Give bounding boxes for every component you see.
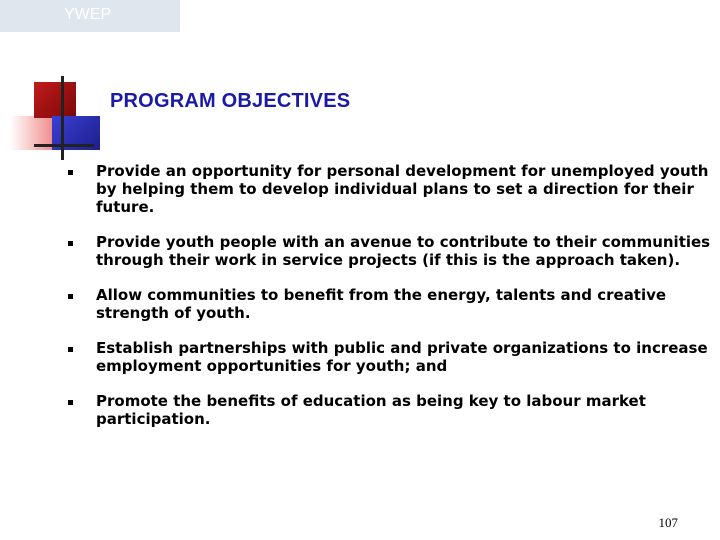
objective-text: Establish partnerships with public and private organizations to increase employment opportunities for youth; and <box>96 339 708 375</box>
objective-text: Provide youth people with an avenue to contribute to their communities through their work in service projects (if this is the approach taken). <box>96 233 711 269</box>
list-item <box>64 339 714 375</box>
page-number: 107 <box>658 515 678 530</box>
decor-square-red <box>34 82 76 118</box>
list-item <box>64 162 714 216</box>
objective-text: Promote the benefits of education as being key to labour market participation. <box>96 392 646 428</box>
decor-line-vertical <box>61 76 64 160</box>
bullet-icon <box>68 294 73 299</box>
slide-title: PROGRAM OBJECTIVES <box>110 90 351 112</box>
list-item <box>64 233 714 269</box>
bullet-icon <box>68 170 73 175</box>
decor-line-horizontal <box>34 144 94 147</box>
objective-text: Provide an opportunity for personal development for unemployed youth by helping them to develop individual plans to set a direction for their future. <box>96 162 709 216</box>
bullet-icon <box>68 400 73 405</box>
header-tag: YWEP <box>0 0 180 32</box>
bullet-icon <box>68 241 73 246</box>
bullet-icon <box>68 347 73 352</box>
list-item <box>64 392 714 428</box>
objective-text: Allow communities to benefit from the energy, talents and creative strength of youth. <box>96 286 667 322</box>
list-item <box>64 286 714 322</box>
title-decoration <box>30 76 100 160</box>
objectives-list <box>64 162 714 445</box>
